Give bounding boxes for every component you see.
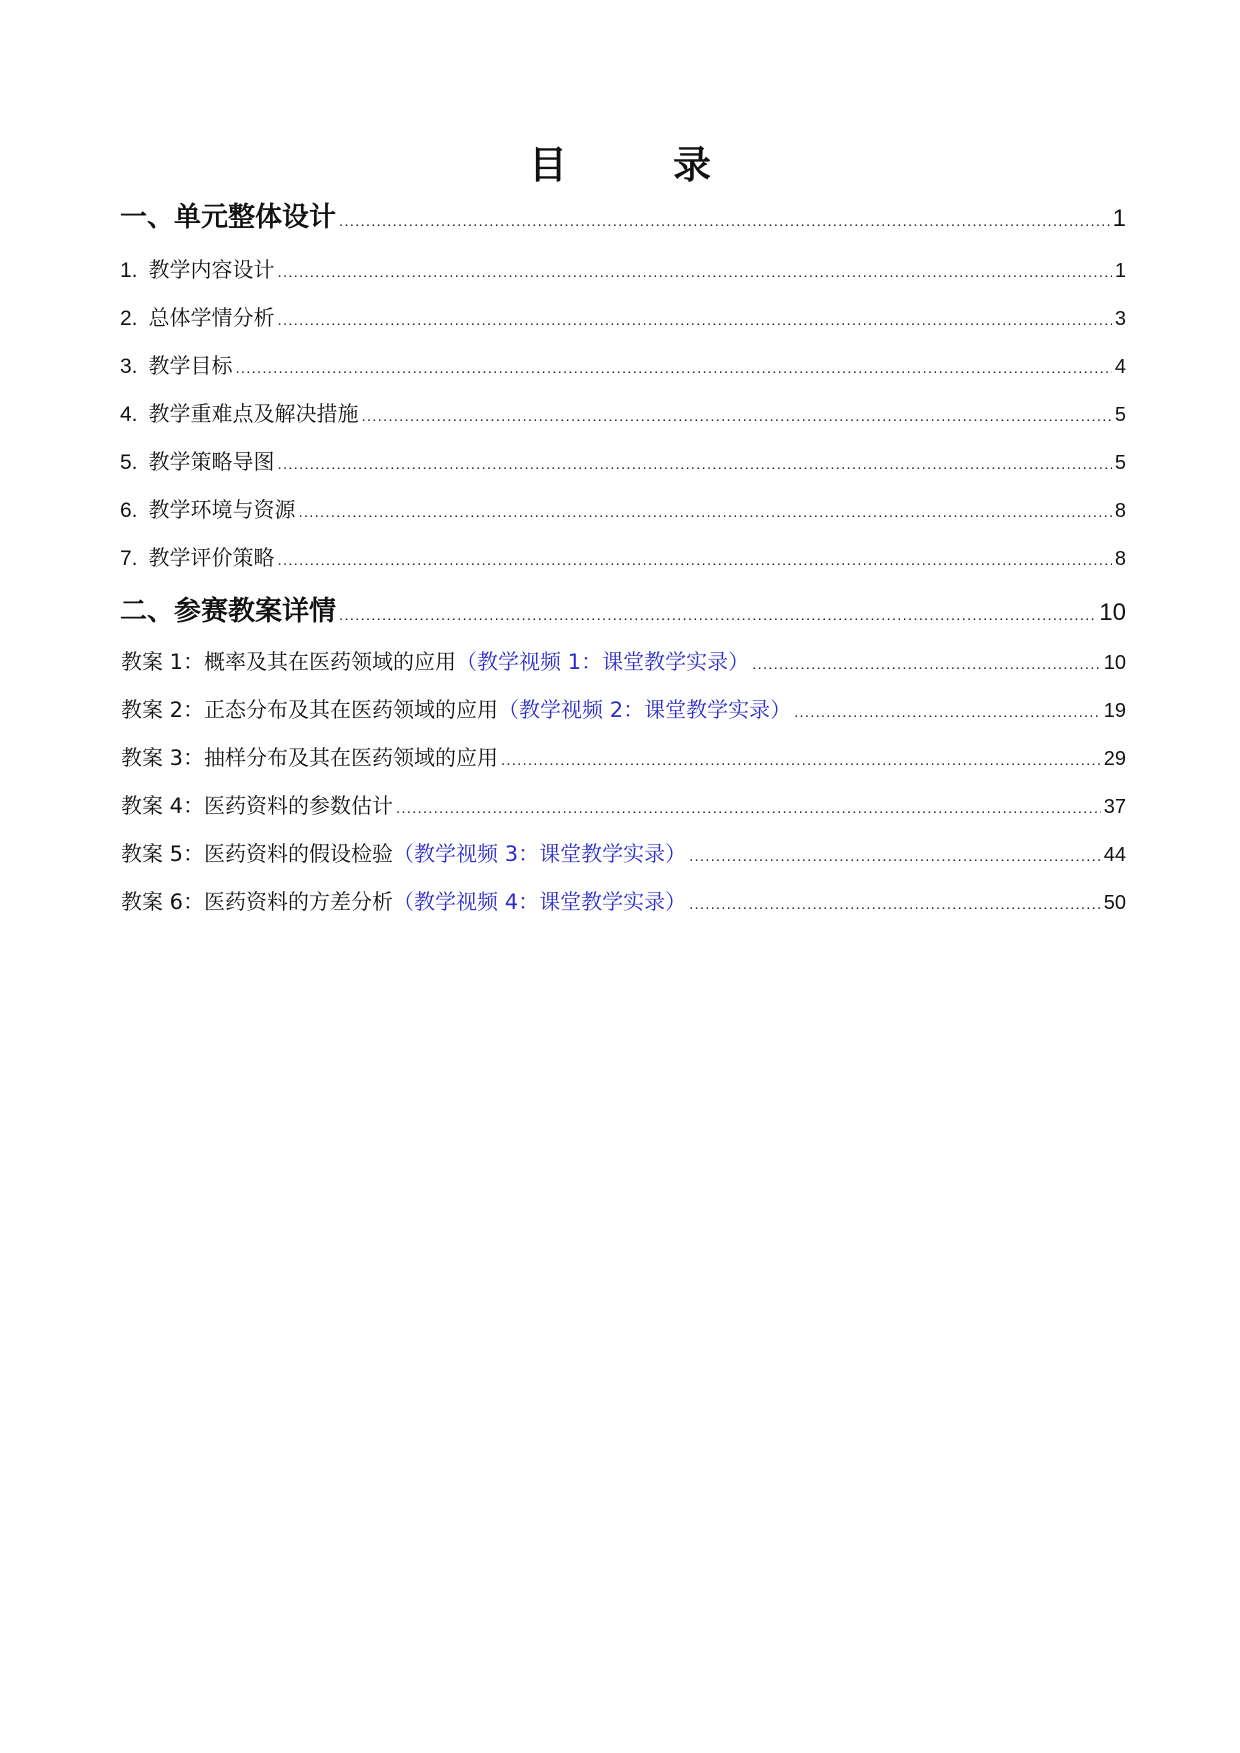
toc-page-number: 3 xyxy=(1114,308,1126,330)
toc-lesson-item[interactable] xyxy=(120,838,1126,870)
toc-page-number: 5 xyxy=(1114,404,1126,426)
toc-item[interactable] xyxy=(120,398,1126,430)
toc-item-label: 教学内容设计 xyxy=(148,258,275,282)
toc-item-label: 教学策略导图 xyxy=(148,450,275,474)
toc-item[interactable] xyxy=(120,542,1126,574)
toc-item-label: 教学目标 xyxy=(148,354,233,378)
toc-dot-leader xyxy=(299,504,1112,521)
toc-item-number: 2. xyxy=(120,307,138,330)
toc-item[interactable] xyxy=(120,254,1126,286)
toc-dot-leader xyxy=(278,264,1112,281)
toc-lesson-item[interactable] xyxy=(120,742,1126,774)
toc-dot-leader xyxy=(752,656,1101,673)
toc-dot-leader xyxy=(278,456,1112,473)
toc-item-label: 教学评价策略 xyxy=(148,546,275,570)
toc-page-number: 4 xyxy=(1114,356,1126,378)
toc-page-number: 10 xyxy=(1103,652,1126,674)
toc-dot-leader xyxy=(396,800,1101,817)
toc-item-label: 总体学情分析 xyxy=(148,306,275,330)
toc-dot-leader xyxy=(339,607,1096,624)
page-title: 目 录 xyxy=(528,143,745,187)
toc-page-number: 29 xyxy=(1103,748,1126,770)
toc-item-label: 教案 1：概率及其在医药领域的应用 xyxy=(121,650,457,674)
toc-page-number: 1 xyxy=(1112,205,1126,232)
toc-page-number: 10 xyxy=(1099,599,1126,626)
video-note-link[interactable]: （教学视频 2：课堂教学实录） xyxy=(498,698,792,722)
toc-lesson-item[interactable] xyxy=(120,790,1126,822)
video-note-link[interactable]: （教学视频 1：课堂教学实录） xyxy=(456,650,750,674)
toc-item-number: 4. xyxy=(120,403,138,426)
toc-item-number: 1. xyxy=(120,259,138,282)
toc-dot-leader xyxy=(501,752,1101,769)
toc-item-label: 教案 4：医药资料的参数估计 xyxy=(121,794,394,818)
toc-dot-leader xyxy=(362,408,1112,425)
toc-item[interactable] xyxy=(120,302,1126,334)
toc-item-label: 教学重难点及解决措施 xyxy=(148,402,359,426)
toc-section-1[interactable] xyxy=(120,195,1126,235)
toc-item-number: 3. xyxy=(120,355,138,378)
toc-item-number: 6. xyxy=(120,499,138,522)
toc-page-number: 50 xyxy=(1103,892,1126,914)
toc-lesson-item[interactable] xyxy=(120,694,1126,726)
toc-dot-leader xyxy=(339,213,1110,230)
toc-lesson-item[interactable] xyxy=(120,886,1126,918)
toc-item-label: 教案 6：医药资料的方差分析 xyxy=(121,890,394,914)
toc-dot-leader xyxy=(278,312,1112,329)
toc-dot-leader xyxy=(236,360,1112,377)
toc-item[interactable] xyxy=(120,446,1126,478)
toc-page-number: 1 xyxy=(1114,260,1126,282)
toc-item-label: 教学环境与资源 xyxy=(148,498,296,522)
toc-page-number: 19 xyxy=(1103,700,1126,722)
toc-dot-leader xyxy=(278,552,1112,569)
toc-section-2[interactable] xyxy=(120,589,1126,629)
toc-dot-leader xyxy=(794,704,1101,721)
toc-item-number: 7. xyxy=(120,547,138,570)
video-note-link[interactable]: （教学视频 3：课堂教学实录） xyxy=(393,842,687,866)
toc-section-label: 一、单元整体设计 xyxy=(120,202,336,233)
toc-page-number: 5 xyxy=(1114,452,1126,474)
toc-dot-leader xyxy=(689,896,1101,913)
toc-item-label: 教案 5：医药资料的假设检验 xyxy=(121,842,394,866)
toc-page-number: 44 xyxy=(1103,844,1126,866)
toc-item-number: 5. xyxy=(120,451,138,474)
toc-item-label: 教案 2：正态分布及其在医药领域的应用 xyxy=(121,698,499,722)
video-note-link[interactable]: （教学视频 4：课堂教学实录） xyxy=(393,890,687,914)
toc-dot-leader xyxy=(689,848,1101,865)
toc-item-label: 教案 3：抽样分布及其在医药领域的应用 xyxy=(121,746,499,770)
toc-page-number: 8 xyxy=(1114,500,1126,522)
toc-item[interactable] xyxy=(120,350,1126,382)
toc-page-number: 8 xyxy=(1114,548,1126,570)
toc-item[interactable] xyxy=(120,494,1126,526)
toc-page-number: 37 xyxy=(1103,796,1126,818)
toc-section-label: 二、参赛教案详情 xyxy=(120,596,336,627)
toc-lesson-item[interactable] xyxy=(120,646,1126,678)
